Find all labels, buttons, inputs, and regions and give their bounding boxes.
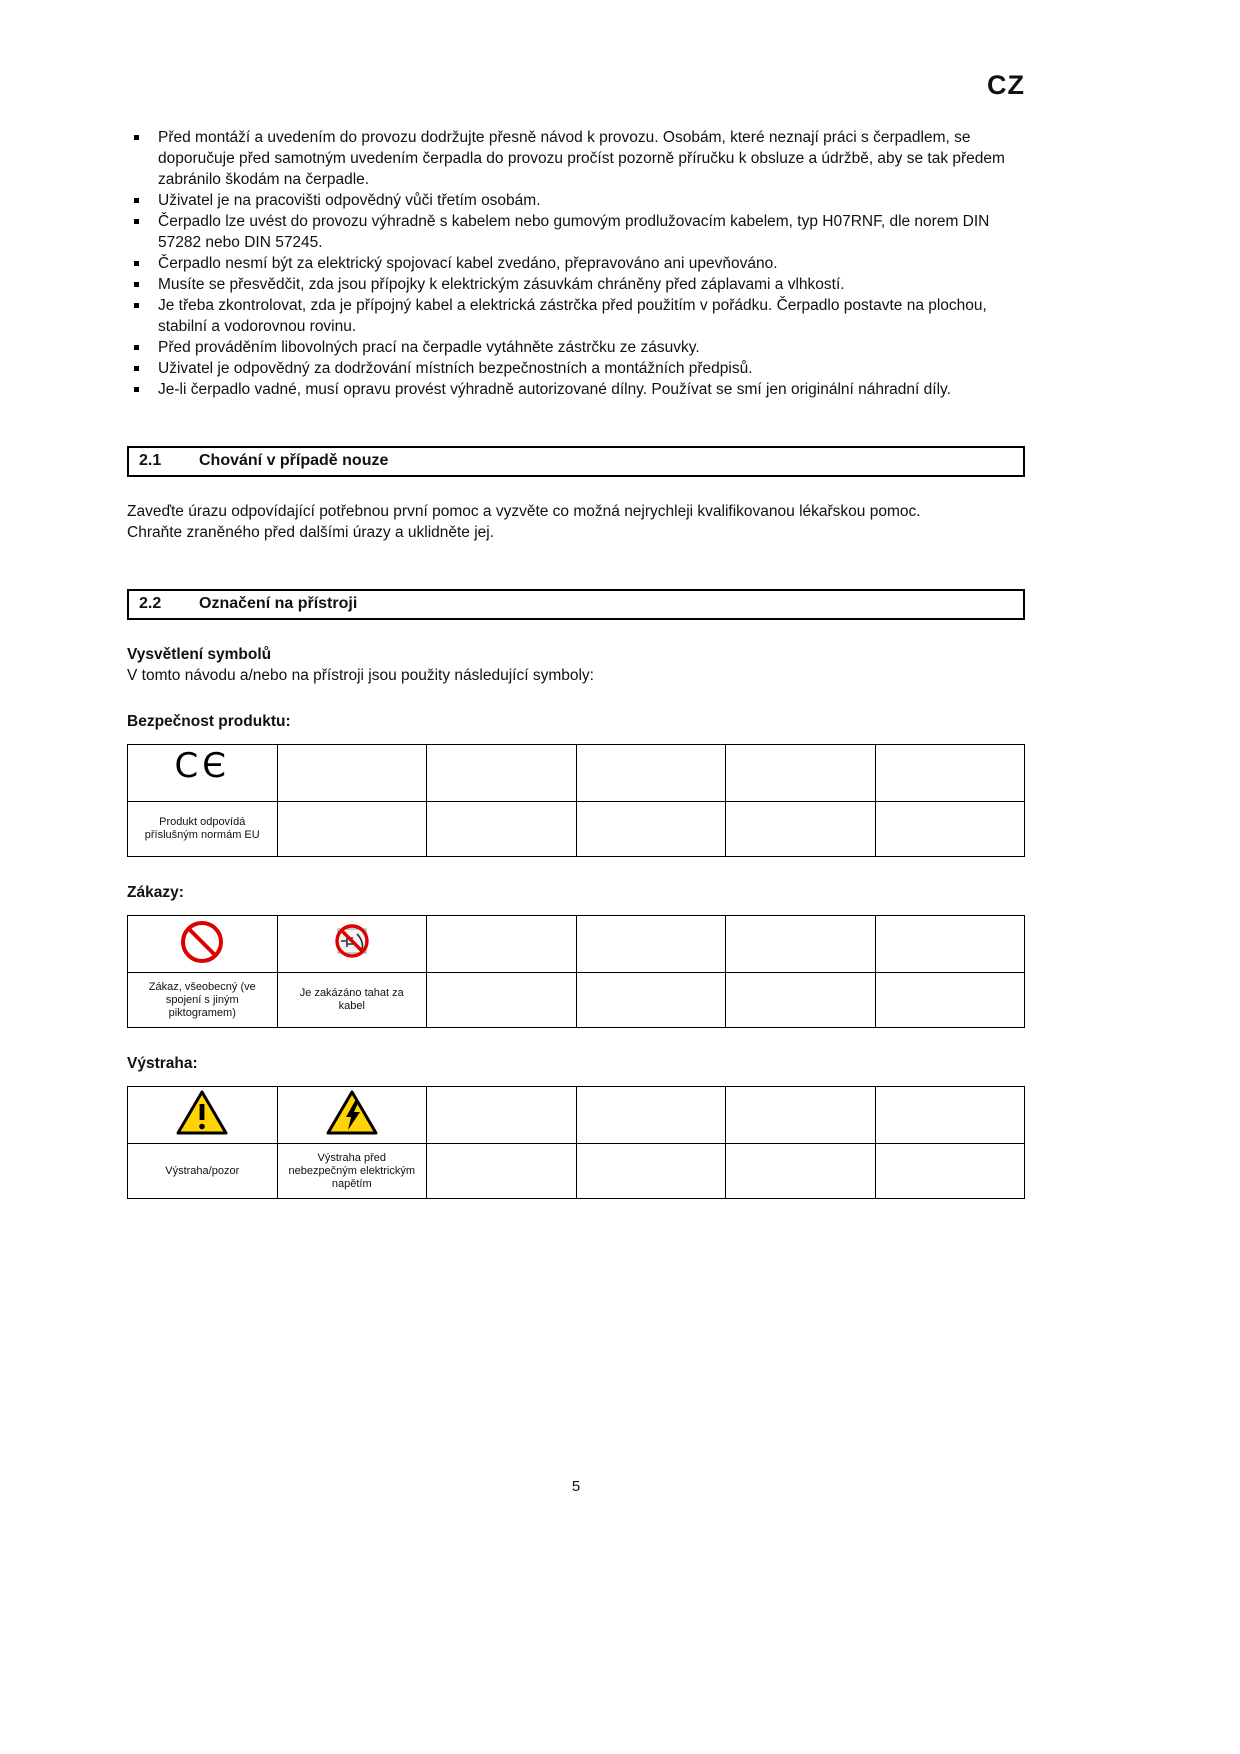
list-item: Je třeba zkontrolovat, zda je přípojný kabel a elektrická zástrčka před použitím v pořádku. Čerpadlo postavte na plochou, stabilní a vodorovnou rovinu. (127, 295, 1025, 337)
prohibitions-table (127, 915, 1025, 1028)
symbol-label (726, 973, 876, 1028)
symbol-cell (427, 745, 577, 802)
symbol-cell (726, 1087, 876, 1144)
list-item: Uživatel je na pracovišti odpovědný vůči třetím osobám. (127, 190, 1025, 211)
symbol-label (427, 802, 577, 857)
section-2-2-header (127, 589, 1025, 620)
symbol-cell (128, 916, 278, 973)
symbol-cell (726, 916, 876, 973)
paragraph: Chraňte zraněného před dalšími úrazy a uklidněte jej. (127, 524, 495, 541)
symbols-intro-text: V tomto návodu a/nebo na přístroji jsou použity následující symboly: (127, 667, 594, 684)
list-item: Musíte se přesvědčit, zda jsou přípojky k elektrickým zásuvkám chráněny před záplavami a vlhkostí. (127, 274, 1025, 295)
symbol-cell (576, 745, 726, 802)
paragraph: Zaveďte úrazu odpovídající potřebnou první pomoc a vyzvěte co možná nejrychleji kvalifikovanou lékařskou pomoc. (127, 503, 921, 520)
symbol-cell (576, 916, 726, 973)
symbol-cell: CЄ (128, 745, 278, 802)
warning-general-icon (175, 1089, 229, 1136)
symbol-cell (277, 1087, 427, 1144)
warnings-table (127, 1086, 1025, 1199)
section-2-1-body (127, 501, 1025, 543)
product-safety-heading: Bezpečnost produktu: (127, 713, 291, 730)
section-number: 2.2 (139, 595, 162, 612)
warnings-heading: Výstraha: (127, 1055, 198, 1072)
symbol-label: Výstraha/pozor (128, 1144, 278, 1199)
symbol-label: Zákaz, všeobecný (ve spojení s jiným piktogramem) (128, 973, 278, 1028)
symbol-label (875, 973, 1025, 1028)
no-pulling-cable-icon (326, 920, 378, 964)
prohibitions-heading: Zákazy: (127, 884, 184, 901)
symbol-label (576, 1144, 726, 1199)
list-item: Čerpadlo lze uvést do provozu výhradně s kabelem nebo gumovým prodlužovacím kabelem, typ H07RNF, dle norem DIN 57282 nebo DIN 57245. (127, 211, 1025, 253)
symbol-label (576, 973, 726, 1028)
warning-electric-voltage-icon (325, 1089, 379, 1136)
symbol-cell (427, 1087, 577, 1144)
symbol-label (875, 1144, 1025, 1199)
prohibition-general-icon (179, 919, 225, 965)
symbol-label (875, 802, 1025, 857)
section-title: Označení na přístroji (199, 595, 358, 612)
symbol-label (427, 1144, 577, 1199)
symbol-cell (875, 745, 1025, 802)
symbol-label (427, 973, 577, 1028)
symbol-cell (875, 916, 1025, 973)
list-item: Před montáží a uvedením do provozu dodržujte přesně návod k provozu. Osobám, které neznají práci s čerpadlem, se doporučuje před samotným uvedením čerpadla do provozu pročíst pozorně příručku k obsluze a údržbě, aby se tak předem zabránilo škodám na čerpadle. (127, 127, 1025, 190)
list-item: Uživatel je odpovědný za dodržování místních bezpečnostních a montážních předpisů. (127, 358, 1025, 379)
symbol-cell (277, 745, 427, 802)
symbol-label (726, 1144, 876, 1199)
safety-instructions-list (127, 127, 1025, 400)
list-item: Čerpadlo nesmí být za elektrický spojovací kabel zvedáno, přepravováno ani upevňováno. (127, 253, 1025, 274)
symbol-label: Výstraha před nebezpečným elektrickým napětím (277, 1144, 427, 1199)
symbol-label: Je zakázáno tahat za kabel (277, 973, 427, 1028)
list-item: Před prováděním libovolných prací na čerpadle vytáhněte zástrčku ze zásuvky. (127, 337, 1025, 358)
symbols-explanation-heading: Vysvětlení symbolů (127, 646, 272, 663)
symbol-label (726, 802, 876, 857)
symbol-cell (875, 1087, 1025, 1144)
list-item: Je-li čerpadlo vadné, musí opravu provést výhradně autorizované dílny. Používat se smí jen originální náhradní díly. (127, 379, 1025, 400)
symbol-cell (726, 745, 876, 802)
section-2-1-header (127, 446, 1025, 477)
symbol-label: Produkt odpovídá příslušným normám EU (128, 802, 278, 857)
section-number: 2.1 (139, 452, 162, 469)
product-safety-table (127, 744, 1025, 857)
page-number: 5 (571, 1478, 581, 1495)
symbol-cell (128, 1087, 278, 1144)
symbol-label (576, 802, 726, 857)
symbol-cell (576, 1087, 726, 1144)
language-tag: CZ (987, 70, 1025, 100)
symbol-label (277, 802, 427, 857)
symbol-cell (427, 916, 577, 973)
symbol-cell (277, 916, 427, 973)
section-title: Chování v případě nouze (199, 452, 389, 469)
